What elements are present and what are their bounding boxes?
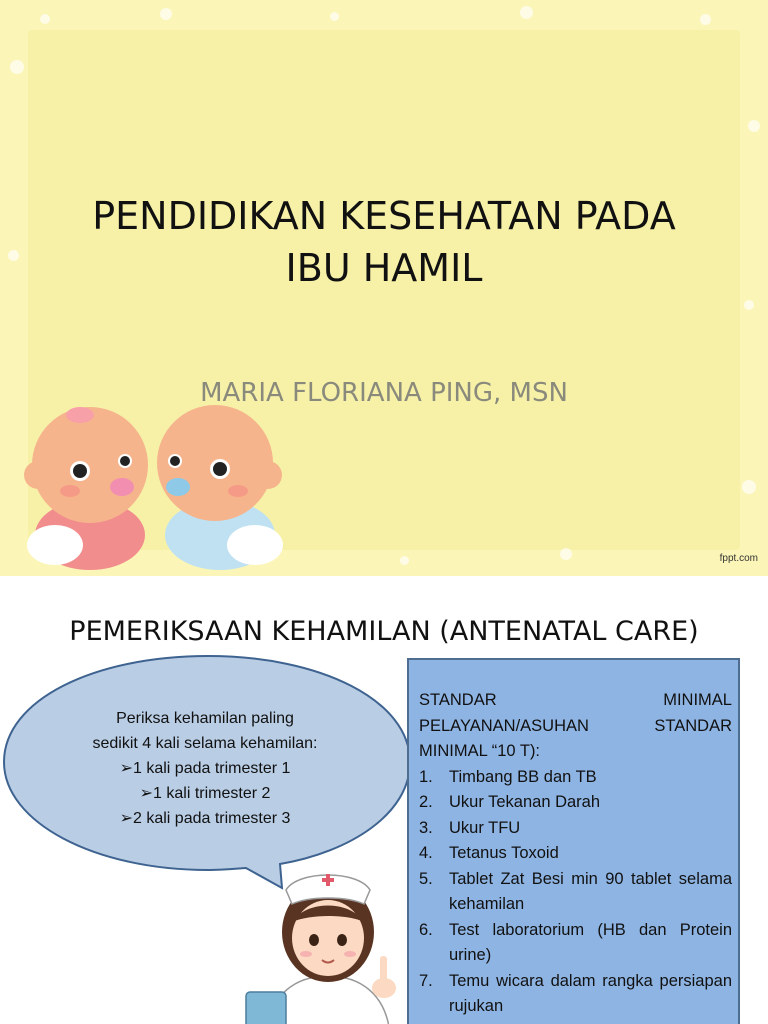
bubble-line: ➢1 kali pada trimester 1 — [119, 760, 291, 777]
bubble-text — [40, 706, 370, 831]
item-number: 5. — [419, 869, 433, 888]
decor-dot — [330, 12, 339, 21]
item-number: 7. — [419, 971, 433, 990]
title-line-1: PENDIDIKAN KESEHATAN PADA — [92, 194, 676, 238]
bubble-line: sedikit 4 kali selama kehamilan: — [92, 735, 318, 752]
decor-dot — [400, 556, 409, 565]
item-text: Tetanus Toxoid — [449, 844, 559, 862]
item-number: 2. — [419, 793, 433, 811]
item-number: 4. — [419, 844, 433, 862]
item-text: Timbang BB dan TB — [449, 767, 597, 786]
slide-title — [40, 190, 728, 294]
content-slide — [0, 576, 768, 1024]
decor-dot — [560, 548, 572, 560]
list-item — [419, 790, 732, 816]
standards-header: STANDAR MINIMAL PELAYANAN/ASUHAN STANDAR MINIMAL “10 T): — [419, 691, 732, 760]
slide2-title: PEMERIKSAAN KEHAMILAN (ANTENATAL CARE) — [69, 616, 699, 647]
item-text: Ukur TFU — [449, 818, 521, 837]
nurse-illustration — [236, 864, 416, 1024]
item-number: 1. — [419, 767, 433, 786]
list-item — [419, 918, 732, 969]
item-text: Tablet Zat Besi min 90 tablet selama kehamilan — [449, 869, 732, 913]
item-number: 3. — [419, 818, 433, 837]
decor-dot — [160, 8, 172, 20]
decor-dot — [742, 480, 756, 494]
speech-bubble — [0, 652, 420, 892]
decor-dot — [10, 60, 24, 74]
decor-dot — [748, 120, 760, 132]
decor-dot — [8, 250, 19, 261]
item-number: 6. — [419, 920, 433, 939]
list-item — [419, 765, 732, 791]
decor-dot — [700, 14, 711, 25]
bubble-line: ➢1 kali trimester 2 — [139, 785, 271, 802]
bubble-line: ➢2 kali pada trimester 3 — [119, 810, 291, 827]
item-text: Test laboratorium (HB dan Protein urine) — [449, 920, 732, 964]
list-item — [419, 816, 732, 842]
item-text: Ukur Tekanan Darah — [449, 793, 601, 811]
bubble-line: Periksa kehamilan paling — [116, 710, 294, 727]
title-line-2: IBU HAMIL — [285, 246, 483, 290]
slide-subtitle: MARIA FLORIANA PING, MSN — [200, 378, 568, 408]
standards-list — [419, 765, 732, 1020]
standards-box — [407, 658, 740, 1024]
decor-dot — [520, 6, 533, 19]
decor-dot — [40, 14, 50, 24]
decor-dot — [744, 300, 754, 310]
babies-illustration — [10, 395, 300, 570]
watermark: fppt.com — [719, 553, 758, 564]
item-text: Temu wicara dalam rangka persiapan rujukan — [449, 971, 732, 1015]
list-item — [419, 867, 732, 918]
list-item — [419, 841, 732, 867]
list-item — [419, 969, 732, 1020]
